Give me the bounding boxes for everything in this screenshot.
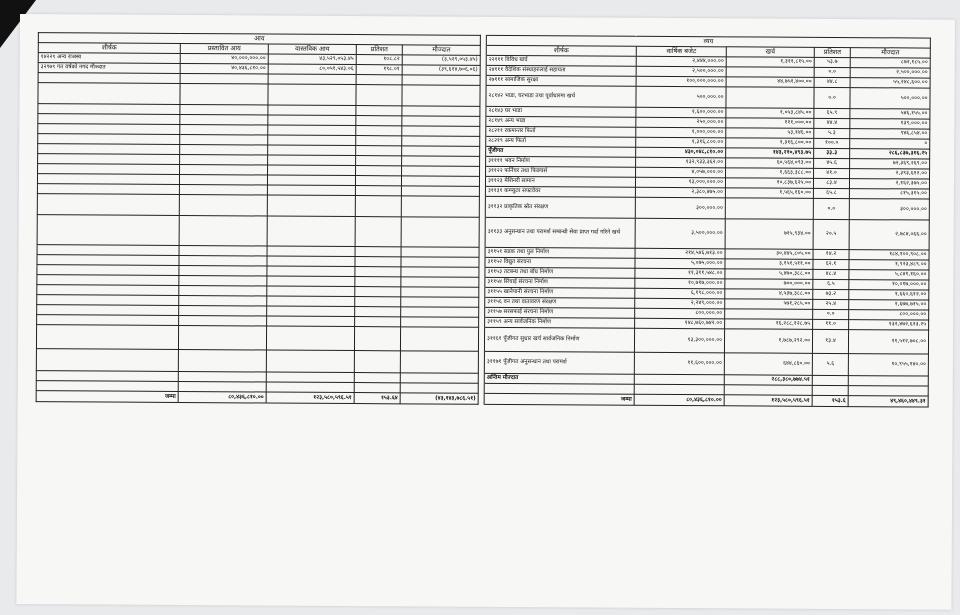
income-row-value [268,105,356,116]
expense-row-value [725,198,813,220]
income-section-title: आय [38,33,480,46]
expense-row-value: ६२.१ [813,259,849,269]
expense-row-value: १,३१६,८००.०० [636,137,726,148]
expense-row-value: १०,०१७,०००.०० [849,280,929,290]
expense-row-title: २८१४३ घर भाडा [486,106,636,117]
income-row-value [179,174,267,185]
income-row-value: १०८.८२ [356,55,402,65]
expense-row-title: ३११५३ तटबन्ध तथा बाँध निर्माण [485,267,635,278]
expense-row-value: १,०५३,८४५.०० [726,108,814,119]
income-row-value [356,106,402,116]
income-row-value [402,136,480,146]
expense-row-value: १३२,४७२,६१३.२५ [849,320,929,330]
expense-row-value: २,१६२,३७५.०० [849,179,929,189]
income-row-value [179,305,267,316]
income-row-value [401,196,479,217]
expense-total-spent: १२३,५८०,५९६.५१ [724,395,812,407]
income-expense-table [36,32,931,407]
income-row-value [401,317,479,327]
expense-row-value: ६४४,८६०.०० [724,353,812,376]
income-row-value [402,126,480,136]
income-row-value [180,164,268,175]
expense-row-value [634,384,724,395]
income-row-value [400,327,478,351]
income-row-value [268,155,356,166]
expense-row-title: ३११११ भवन निर्माण [486,156,636,167]
expense-row-value: २,७८४,०६६.०० [849,220,929,250]
income-total-percent: १५३.६४ [354,393,400,404]
income-row-value [267,316,355,327]
expense-row-value: ६,१९८,०००.०० [635,288,725,299]
expense-row-value: ५००,०००.०० [850,88,930,109]
expense-row-value: ५.३ [814,128,850,138]
income-row-value [180,114,268,125]
expense-row-value: १,६६०,६१२.०० [849,290,929,300]
income-row-value [401,267,479,277]
income-row-value [266,372,354,383]
expense-row-value: १०,८३७,६२५.०० [725,178,813,189]
expense-row-value: १,०००,०००.०० [636,127,726,138]
income-row-value [356,126,402,136]
expense-row-value [634,374,724,385]
expense-row-title: ३११३३ अनुसन्धान तथा परामर्श सम्बन्धी सेवा प्राप्त गर्दा गरिने खर्च [485,217,635,248]
expense-row-value: १,९२३,४८९.०० [849,260,929,270]
income-row-title: १४२२९ अन्य राजस्व [38,53,180,64]
income-row-value [179,245,267,256]
expense-row-value: २८६,८३७,३१६.२५ [850,149,930,159]
expense-row-value: ३,१५१,५११.०० [725,259,813,270]
income-row-value [179,265,267,276]
expense-row-value: ०.० [814,87,850,108]
expense-row-value: ५३,१४६.०० [726,128,814,139]
expense-row-value: ४३०,०४८,८१०.०० [636,147,726,158]
expense-row-value: २,४४४,०००.०० [636,56,726,67]
expense-col-balance: मौज्दात [850,48,930,58]
expense-section-title: व्यय [486,35,930,48]
expense-row-value: ७२,३६९,२६९.०० [850,159,930,169]
income-row-value [356,136,402,146]
income-row-value [266,350,354,373]
income-row-value [267,306,355,317]
income-row-value [268,115,356,126]
income-row-value [402,146,480,156]
expense-row-value: ८३.४ [813,178,849,188]
income-row-value [268,125,356,136]
income-row-value [401,247,479,257]
document-sheet [16,14,955,610]
income-row-value [180,134,268,145]
income-row-value [266,326,354,351]
expense-row-title: ३११५१ सडक तथा पुल निर्माण [485,247,635,258]
expense-row-value: १०,७१७,०००.०० [635,278,725,289]
expense-row-value: १८४,१००,९०८.०० [849,250,929,260]
income-row-value [401,257,479,267]
expense-row-value: ५७१,२८५.०० [725,299,813,310]
income-row-value [355,287,401,297]
expense-row-value: १००.० [814,138,850,148]
expense-row-value: ५,४७०,३८८.०० [725,269,813,280]
expense-row-value: ११.० [813,319,849,329]
income-row-value [268,74,356,85]
expense-row-value: ४,५३७,३८८.०० [725,289,813,300]
income-row-value [355,196,401,217]
expense-row-value [726,67,814,78]
expense-row-title: ३११५७ सरसफाई संरचना निर्माण [485,307,635,318]
income-row-title [38,83,180,105]
income-row-value [179,315,267,326]
expense-row-title: २८१४२ भाडा, घरभाडा तथा पूर्वाधारमा खर्च [486,85,636,107]
expense-row-value: १,५६५,१६०.०० [725,188,813,199]
income-row-value [402,106,480,116]
income-row-value: ४३,५२९,०५३.४५ [268,54,356,65]
expense-row-title: २८२१९ अन्य फिर्ता [486,136,636,147]
expense-col-title: शीर्षक [486,45,636,56]
expense-row-title: ३११५९ अन्य सार्वजनिक निर्माण [485,317,635,328]
expense-row-value: १,३१६,८००.०० [726,138,814,149]
income-row-value [267,256,355,267]
income-row-value [402,166,480,176]
income-row-value [354,383,400,393]
income-row-value [401,277,479,287]
income-row-value [354,373,400,383]
expense-row-value: ८००,०००.०० [635,308,725,319]
income-row-value [180,104,268,115]
income-row-value: (३,५२९,०५३.४५) [402,55,480,65]
income-row-value [355,247,401,257]
expense-row-value: ११,५१२,७०८.०० [848,330,928,354]
income-row-value [402,85,480,106]
income-row-value [180,144,268,155]
expense-row-value [724,385,812,396]
income-row-value [267,195,355,217]
income-row-value [179,215,267,246]
income-row-value [401,217,479,247]
expense-row-value: ६५.९ [814,108,850,118]
income-row-value [268,84,356,106]
expense-row-title: २८१४९ अन्य भाडा [486,116,636,127]
expense-row-value: ७००,०००.०० [725,279,813,290]
expense-total-label: जम्मा [484,393,634,405]
income-row-value [180,124,268,135]
expense-row-value: १३२,९३३,३६२.०० [636,157,726,168]
income-col-actual: वास्तविक आय [268,44,356,55]
expense-row-value: ७३.२ [813,289,849,299]
income-row-value: ८०,०५१,५४३.०६ [268,64,356,75]
expense-row-value: ४८.४ [813,269,849,279]
income-row-value [356,75,402,85]
expense-col-budget: वार्षिक बजेट [636,46,726,57]
expense-row-title: २८२११ रकमान्तर फिर्ता [486,126,636,137]
income-row-value [179,275,267,286]
income-row-value [268,165,356,176]
expense-row-value: ८७२,१८५.०० [850,58,930,68]
expense-row-value: ३,५००,०००.०० [635,218,725,249]
expense-total-percent: १५३.६ [812,395,848,406]
income-row-value [401,297,479,307]
expense-row-value: ६.५ [813,279,849,289]
expense-row-value [726,87,814,109]
expense-row-title: ३११३२ प्राकृतिक स्रोत संरक्षण [485,196,635,218]
expense-row-value: २,२४९,०००.०० [635,298,725,309]
expense-row-value: १३,०००,०००.०० [635,177,725,188]
income-row-value [355,307,401,317]
income-row-value [180,83,268,105]
income-row-value [356,146,402,156]
expense-row-value [725,309,813,320]
expense-row-value: १४३,२१०,४९३.७५ [726,148,814,159]
expense-row-value: २५.४ [813,299,849,309]
expense-row-value: ३३.३ [814,148,850,158]
income-row-value [267,185,355,196]
expense-row-value: २८८,३८०,७७४.५१ [724,375,812,386]
income-total-actual: १२३,५८०,५९६.५१ [266,392,354,404]
income-row-value [179,285,267,296]
income-row-title [36,349,178,372]
expense-row-title: ३११६१ पूँजीगत सुधार खर्च सार्वजनिक निर्माण [484,327,634,352]
expense-row-value: ५.६ [812,353,848,375]
expense-row-value: ३००,०००.०० [849,199,929,220]
income-row-value: (३९,६१४,७०६.०६) [402,65,480,75]
income-row-value [356,156,402,166]
expense-row-value: १३.४ [812,329,848,353]
income-row-value [178,349,266,372]
expense-row-value: १,६००,०००.०० [636,107,726,118]
expense-row-value: ०.० [813,309,849,319]
expense-row-value: १३९,०००.०० [850,119,930,129]
expense-row-value: ६५.८ [813,188,849,198]
income-total-label: जम्मा [36,391,178,403]
expense-row-value: ०.० [813,198,849,219]
income-row-value [267,266,355,277]
expense-row-value: ४४,७५१,४००.०० [726,77,814,88]
income-row-value [179,295,267,306]
expense-row-title: ३११२२ फर्निचर तथा फिक्चर्स [486,166,636,177]
expense-row-value: १,७८७,२९२.०० [724,329,812,354]
expense-row-value: १६,२८८,१२८.७५ [725,319,813,330]
income-row-value: १९८.०१ [356,65,402,75]
expense-row-value: ५,०७५,०००.०० [635,258,725,269]
expense-row-value: ६०,५६४,०९३.०० [726,158,814,169]
expense-row-value: ८१५,३१५.०० [849,189,929,199]
income-row-value [356,116,402,126]
income-row-value [401,287,479,297]
income-total-proposed: ८०,४३६,८१०.०० [178,391,266,403]
income-row-title: ३२९७९ गत वर्षको नगद मौज्दात [38,63,180,74]
income-row-title [37,215,179,246]
expense-row-title: २४१११ वैदेशिक संस्थाहरुलाई सहायता [486,65,636,76]
income-col-proposed: प्रस्तावित आय [180,43,268,54]
income-row-value [401,186,479,196]
expense-row-value: २,३९३,६१२.०० [850,169,930,179]
expense-row-value: ४४.८ [814,77,850,87]
income-row-value [355,277,401,287]
expense-row-title: पूँजीगत [486,146,636,157]
income-col-balance: मौज्दात [402,45,480,55]
income-row-value [355,297,401,307]
expense-row-title: २७१११ सामाजिक सुरक्षा [486,75,636,86]
income-row-title [36,325,178,350]
income-row-value [355,176,401,186]
income-row-value [267,276,355,287]
income-total-balance: (४३,१४३,७८६.५१) [400,393,478,404]
income-row-value [402,156,480,166]
expense-row-value: २,५००,०००.०० [636,66,726,77]
income-row-value [267,216,355,247]
income-row-value [268,145,356,156]
expense-total-budget: ८०,४३६,८१०.०० [634,394,724,406]
income-row-value [355,317,401,327]
expense-row-value: २,५००,०००.०० [850,68,930,78]
income-row-value [267,286,355,297]
income-row-value [400,351,478,373]
income-col-percent: प्रतिशत [356,45,402,55]
income-row-title [37,194,179,216]
expense-row-value: ४,०५७,०००.०० [636,167,726,178]
expense-row-title: ३११५४ सिंचाई संरचना निर्माण [485,277,635,288]
expense-row-value: ५५,२४८,६००.०० [850,78,930,88]
income-row-value [401,307,479,317]
income-row-value [180,73,268,84]
income-row-value [354,327,400,351]
expense-row-value: ५३.७ [814,57,850,67]
income-row-value [402,116,480,126]
income-row-value [355,186,401,196]
expense-row-value: ५००,०००.०० [636,86,726,108]
income-row-value [402,75,480,85]
income-row-value [355,257,401,267]
expense-row-title: ३११५२ विद्युत संरचना [485,257,635,268]
expense-row-value [848,376,928,386]
income-row-value [180,154,268,165]
expense-row-value: १११,०००.०० [726,118,814,129]
expense-row-value: ९४६,८५४.०० [850,129,930,139]
income-row-value: ४०,०००,०००.०० [180,53,268,64]
income-row-value [401,176,479,186]
expense-row-value: ३००,०००.०० [635,197,725,219]
expense-row-value: ४१.० [814,168,850,178]
income-row-value [267,296,355,307]
expense-row-value: ४४.४ [814,118,850,128]
income-row-value [179,194,267,216]
expense-row-value: १,३११,८१५.०० [726,57,814,68]
income-col-title: शीर्षक [38,43,180,54]
expense-row-title: ३११५६ वन तथा वातावरण संरक्षण [485,297,635,308]
expense-row-value: २५०,०००.०० [636,117,726,128]
income-row-value [356,166,402,176]
expense-row-title: २२१११ विविध खर्च [486,55,636,66]
expense-row-value: २१४,५४६,७१३.०० [635,248,725,259]
expense-row-value: ११,६००,०००.०० [634,352,724,375]
income-row-value [179,184,267,195]
expense-row-value: १,६६३,३८८.०० [726,168,814,179]
income-row-value [178,381,266,392]
expense-row-value: ८००,०००.०० [849,310,929,320]
income-row-value [355,217,401,247]
expense-row-title: ३११२३ मेशिनरी सामान [485,176,635,187]
income-row-value [178,325,266,350]
expense-row-value: ५,८४१,१६०.०० [849,270,929,280]
expense-row-value: ५४६,१५५.०० [850,109,930,119]
expense-row-value: १३,३००,०००.०० [634,328,724,353]
expense-row-value: १४.२ [813,249,849,259]
expense-col-spent: खर्च [726,47,814,58]
expense-row-value [812,385,848,395]
expense-row-value: ०.० [814,67,850,77]
income-row-value [266,382,354,393]
income-row-value [400,373,478,383]
expense-row-title: ३११५५ खानेपानी संरचना निर्माण [485,287,635,298]
expense-row-value: २,३८०,४७५.०० [635,187,725,198]
expense-row-value: १००,०००,०००.०० [636,76,726,87]
expense-row-title: अन्तिम मौज्दात [484,373,634,384]
income-row-value [179,255,267,266]
expense-row-value: ११,३११,५४८.०० [635,268,725,279]
expense-row-value [848,386,928,396]
income-row-value: ४०,४३६,८१०.०० [180,63,268,74]
income-row-value [267,175,355,186]
income-row-value [354,351,400,373]
expense-row-value: १,६७७,७१५.०० [849,300,929,310]
expense-row-value: ३०,४४५,८०५.०० [725,249,813,260]
income-row-value [267,246,355,257]
ledger-body [36,53,930,396]
income-row-value [268,135,356,146]
expense-row-value [812,375,848,385]
income-row-value [178,371,266,382]
expense-row-value: १४८,७६०,७४२.०० [635,318,725,329]
income-row-value [356,85,402,106]
expense-total-balance: ४९,४६०,४४९.३१ [848,396,928,407]
income-row-value [355,267,401,277]
expense-row-title: ३११७१ पूँजीगत अनुसन्धान तथा परामर्श [484,351,634,374]
expense-row-title: ३११३१ कम्प्युटर सफ्टवेयर [485,186,635,197]
expense-row-value: २०.५ [813,219,849,249]
expense-row-value: १०,९५५,१४०.०० [848,354,928,376]
expense-row-value: ४५.६ [814,158,850,168]
expense-row-value: ० [850,139,930,149]
expense-col-percent: प्रतिशत [814,47,850,57]
expense-row-value: ७१५,९३४.०० [725,219,813,250]
income-row-value [400,383,478,393]
